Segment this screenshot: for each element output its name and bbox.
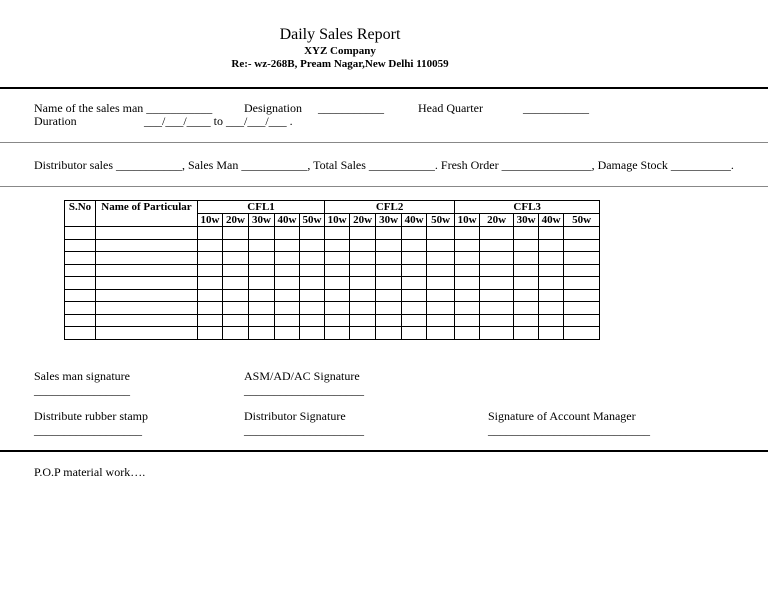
table-cell[interactable] — [300, 264, 325, 277]
sales-man-signature-line[interactable]: ________________ — [34, 383, 130, 397]
table-cell[interactable] — [275, 289, 300, 302]
wattage-header: 30w — [249, 214, 275, 227]
table-cell[interactable] — [325, 327, 350, 340]
table-row — [65, 302, 600, 315]
divider-top — [0, 87, 768, 89]
table-cell[interactable] — [350, 227, 376, 240]
table-cell[interactable] — [539, 239, 564, 252]
wattage-header: 10w — [325, 214, 350, 227]
table-cell[interactable] — [275, 302, 300, 315]
table-cell[interactable] — [539, 277, 564, 290]
sales-man-name-field[interactable]: Name of the sales man ___________ — [34, 101, 213, 115]
table-cell[interactable] — [480, 227, 514, 240]
table-cell[interactable] — [198, 302, 223, 315]
table-cell[interactable] — [223, 302, 249, 315]
table-cell[interactable] — [514, 277, 539, 290]
table-cell[interactable] — [65, 264, 96, 277]
table-cell[interactable] — [275, 252, 300, 265]
table-cell[interactable] — [300, 239, 325, 252]
table-cell[interactable] — [350, 252, 376, 265]
wattage-header: 50w — [564, 214, 600, 227]
table-cell[interactable] — [65, 302, 96, 315]
table-cell[interactable] — [65, 252, 96, 265]
table-cell[interactable] — [376, 302, 402, 315]
table-cell[interactable] — [275, 239, 300, 252]
designation-label: Designation — [244, 101, 302, 115]
table-cell[interactable] — [96, 264, 198, 277]
table-cell[interactable] — [402, 264, 427, 277]
table-cell[interactable] — [350, 314, 376, 327]
table-cell[interactable] — [564, 264, 600, 277]
table-cell[interactable] — [96, 314, 198, 327]
wattage-header: 20w — [480, 214, 514, 227]
table-cell[interactable] — [325, 264, 350, 277]
table-cell[interactable] — [249, 289, 275, 302]
table-cell[interactable] — [96, 227, 198, 240]
wattage-header: 20w — [223, 214, 249, 227]
table-cell[interactable] — [65, 277, 96, 290]
table-cell[interactable] — [455, 302, 480, 315]
table-cell[interactable] — [325, 277, 350, 290]
table-cell[interactable] — [65, 289, 96, 302]
designation-field[interactable]: ___________ — [318, 101, 384, 115]
table-cell[interactable] — [514, 327, 539, 340]
cfl1-header: CFL1 — [198, 201, 325, 214]
table-cell[interactable] — [325, 239, 350, 252]
table-cell[interactable] — [249, 277, 275, 290]
table-cell[interactable] — [249, 327, 275, 340]
wattage-header: 10w — [198, 214, 223, 227]
table-cell[interactable] — [480, 314, 514, 327]
table-cell[interactable] — [275, 327, 300, 340]
table-cell[interactable] — [427, 264, 455, 277]
table-cell[interactable] — [514, 252, 539, 265]
table-cell[interactable] — [376, 252, 402, 265]
table-cell[interactable] — [350, 264, 376, 277]
table-cell[interactable] — [376, 327, 402, 340]
table-cell[interactable] — [480, 252, 514, 265]
wattage-header: 40w — [275, 214, 300, 227]
table-cell[interactable] — [223, 314, 249, 327]
table-cell[interactable] — [300, 327, 325, 340]
table-cell[interactable] — [564, 289, 600, 302]
table-cell[interactable] — [96, 289, 198, 302]
table-cell[interactable] — [427, 327, 455, 340]
table-cell[interactable] — [65, 239, 96, 252]
table-cell[interactable] — [198, 252, 223, 265]
wattage-header: 50w — [427, 214, 455, 227]
table-cell[interactable] — [564, 327, 600, 340]
table-cell[interactable] — [300, 302, 325, 315]
table-cell[interactable] — [249, 227, 275, 240]
table-cell[interactable] — [376, 314, 402, 327]
wattage-header: 10w — [455, 214, 480, 227]
table-cell[interactable] — [275, 227, 300, 240]
table-cell[interactable] — [427, 239, 455, 252]
table-cell[interactable] — [350, 302, 376, 315]
table-cell[interactable] — [300, 252, 325, 265]
rubber-stamp-line[interactable]: __________________ — [34, 423, 142, 437]
table-cell[interactable] — [376, 239, 402, 252]
table-cell[interactable] — [198, 289, 223, 302]
table-cell[interactable] — [275, 277, 300, 290]
wattage-header: 50w — [300, 214, 325, 227]
table-cell[interactable] — [65, 227, 96, 240]
duration-field[interactable]: ___/___/____ to ___/___/___ . — [144, 114, 293, 128]
table-cell[interactable] — [96, 239, 198, 252]
table-cell[interactable] — [402, 327, 427, 340]
table-cell[interactable] — [455, 327, 480, 340]
distributor-signature-label: Distributor Signature — [244, 409, 346, 423]
table-cell[interactable] — [539, 289, 564, 302]
table-row — [65, 264, 600, 277]
table-cell[interactable] — [455, 277, 480, 290]
head-quarter-label: Head Quarter — [418, 101, 483, 115]
table-cell[interactable] — [514, 314, 539, 327]
table-cell[interactable] — [539, 327, 564, 340]
table-cell[interactable] — [223, 327, 249, 340]
table-cell[interactable] — [350, 327, 376, 340]
pop-material-work: P.O.P material work…. — [34, 465, 146, 479]
table-cell[interactable] — [300, 289, 325, 302]
table-cell[interactable] — [402, 314, 427, 327]
table-cell[interactable] — [223, 277, 249, 290]
table-cell[interactable] — [325, 289, 350, 302]
table-cell[interactable] — [198, 314, 223, 327]
table-cell[interactable] — [249, 239, 275, 252]
table-cell[interactable] — [300, 227, 325, 240]
table-cell[interactable] — [300, 314, 325, 327]
divider-bottom — [0, 450, 768, 452]
table-cell[interactable] — [249, 252, 275, 265]
sales-man-signature-label: Sales man signature — [34, 369, 130, 383]
table-cell[interactable] — [539, 227, 564, 240]
table-cell[interactable] — [223, 289, 249, 302]
table-cell[interactable] — [223, 227, 249, 240]
divider-2 — [0, 186, 768, 187]
table-cell[interactable] — [539, 252, 564, 265]
table-cell[interactable] — [350, 239, 376, 252]
table-cell[interactable] — [480, 289, 514, 302]
table-row — [65, 289, 600, 302]
table-cell[interactable] — [480, 264, 514, 277]
company-address: Re:- wz-268B, Pream Nagar,New Delhi 110059 — [231, 58, 449, 70]
table-cell[interactable] — [455, 314, 480, 327]
cfl3-header: CFL3 — [455, 201, 600, 214]
distributor-signature-line[interactable]: ____________________ — [244, 423, 364, 437]
table-cell[interactable] — [249, 314, 275, 327]
table-cell[interactable] — [514, 302, 539, 315]
asm-signature-label: ASM/AD/AC Signature — [244, 369, 360, 383]
table-cell[interactable] — [350, 277, 376, 290]
table-cell[interactable] — [223, 252, 249, 265]
table-cell[interactable] — [275, 314, 300, 327]
table-cell[interactable] — [65, 314, 96, 327]
table-cell[interactable] — [455, 289, 480, 302]
table-cell[interactable] — [198, 264, 223, 277]
wattage-header: 20w — [350, 214, 376, 227]
table-cell[interactable] — [564, 252, 600, 265]
table-row — [65, 227, 600, 240]
table-cell[interactable] — [427, 314, 455, 327]
account-manager-signature-line[interactable]: ___________________________ — [488, 423, 650, 437]
table-cell[interactable] — [198, 239, 223, 252]
table-cell[interactable] — [300, 277, 325, 290]
table-cell[interactable] — [564, 314, 600, 327]
divider-1 — [0, 142, 768, 143]
company-name: XYZ Company — [304, 45, 376, 57]
head-quarter-field[interactable]: ___________ — [523, 101, 589, 115]
table-row — [65, 239, 600, 252]
table-cell[interactable] — [249, 302, 275, 315]
asm-signature-line[interactable]: ____________________ — [244, 383, 364, 397]
table-cell[interactable] — [480, 302, 514, 315]
table-cell[interactable] — [198, 277, 223, 290]
table-cell[interactable] — [223, 239, 249, 252]
table-cell[interactable] — [480, 277, 514, 290]
wattage-header: 30w — [376, 214, 402, 227]
table-cell[interactable] — [249, 264, 275, 277]
table-cell[interactable] — [275, 264, 300, 277]
table-cell[interactable] — [376, 227, 402, 240]
cfl2-header: CFL2 — [325, 201, 455, 214]
wattage-header: 40w — [539, 214, 564, 227]
table-cell[interactable] — [402, 289, 427, 302]
table-cell[interactable] — [402, 252, 427, 265]
table-cell[interactable] — [198, 227, 223, 240]
report-title: Daily Sales Report — [279, 26, 401, 43]
table-cell[interactable] — [376, 277, 402, 290]
table-cell[interactable] — [198, 327, 223, 340]
table-cell[interactable] — [539, 264, 564, 277]
table-cell[interactable] — [325, 227, 350, 240]
table-cell[interactable] — [455, 239, 480, 252]
table-cell[interactable] — [480, 239, 514, 252]
sales-summary-line[interactable]: Distributor sales ___________, Sales Man ___________, Total Sales ___________. Fresh Order _______________, Damage Stock __________. — [34, 158, 734, 172]
table-cell[interactable] — [514, 239, 539, 252]
table-cell[interactable] — [539, 302, 564, 315]
table-cell[interactable] — [402, 277, 427, 290]
table-cell[interactable] — [376, 264, 402, 277]
col-particular-header: Name of Particular — [96, 201, 198, 227]
duration-label: Duration — [34, 114, 77, 128]
table-cell[interactable] — [96, 302, 198, 315]
table-cell[interactable] — [427, 227, 455, 240]
table-cell[interactable] — [402, 239, 427, 252]
table-row — [65, 277, 600, 290]
table-cell[interactable] — [455, 264, 480, 277]
table-row — [65, 314, 600, 327]
table-cell[interactable] — [402, 227, 427, 240]
table-row — [65, 327, 600, 340]
table-cell[interactable] — [96, 277, 198, 290]
table-cell[interactable] — [480, 327, 514, 340]
table-cell[interactable] — [350, 289, 376, 302]
table-cell[interactable] — [427, 277, 455, 290]
table-cell[interactable] — [514, 227, 539, 240]
table-header-row — [65, 201, 600, 214]
account-manager-signature-label: Signature of Account Manager — [488, 409, 636, 423]
table-cell[interactable] — [96, 327, 198, 340]
table-cell[interactable] — [564, 239, 600, 252]
table-cell[interactable] — [514, 264, 539, 277]
table-cell[interactable] — [96, 252, 198, 265]
wattage-header: 30w — [514, 214, 539, 227]
table-cell[interactable] — [325, 302, 350, 315]
table-cell[interactable] — [325, 252, 350, 265]
table-cell[interactable] — [514, 289, 539, 302]
table-cell[interactable] — [65, 327, 96, 340]
table-cell[interactable] — [376, 289, 402, 302]
table-cell[interactable] — [564, 277, 600, 290]
table-cell[interactable] — [402, 302, 427, 315]
col-sno-header: S.No — [65, 201, 96, 227]
table-cell[interactable] — [564, 302, 600, 315]
rubber-stamp-label: Distribute rubber stamp — [34, 409, 148, 423]
table-cell[interactable] — [223, 264, 249, 277]
table-cell[interactable] — [427, 289, 455, 302]
table-cell[interactable] — [455, 227, 480, 240]
table-cell[interactable] — [539, 314, 564, 327]
table-cell[interactable] — [564, 227, 600, 240]
table-cell[interactable] — [427, 302, 455, 315]
table-row — [65, 252, 600, 265]
table-cell[interactable] — [325, 314, 350, 327]
table-cell[interactable] — [455, 252, 480, 265]
wattage-header: 40w — [402, 214, 427, 227]
sales-table — [64, 200, 600, 340]
table-cell[interactable] — [427, 252, 455, 265]
